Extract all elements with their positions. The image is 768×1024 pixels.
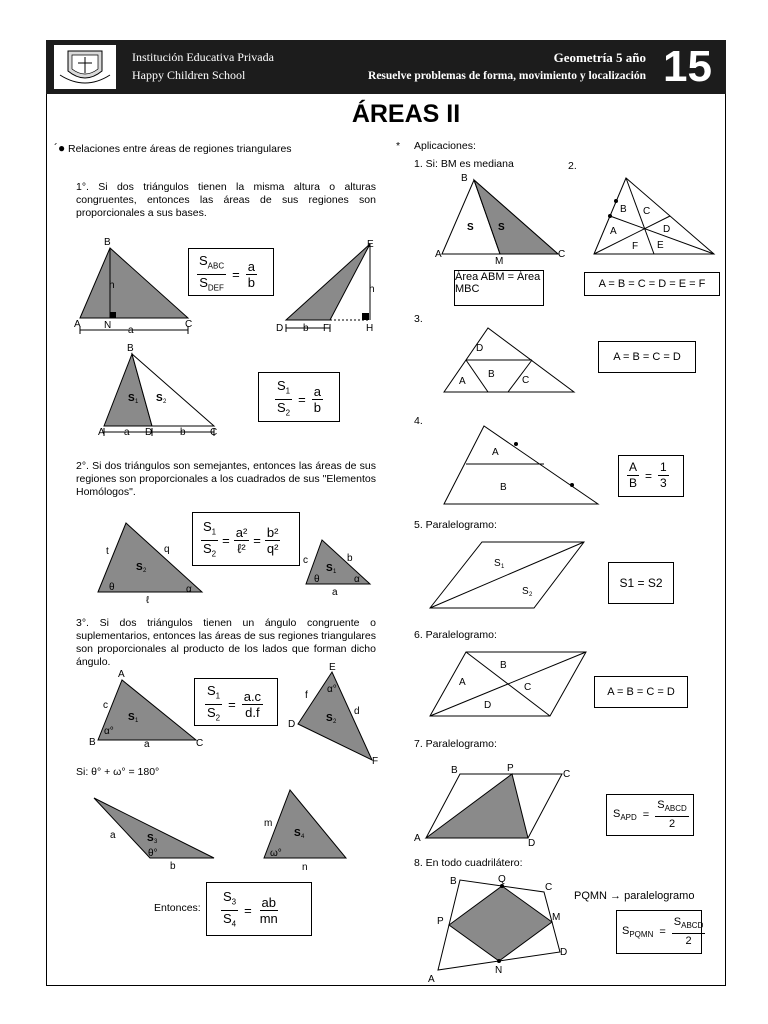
formula-box-3: $\frac{S_1}{S_2}$ = a² ℓ² = $\frac{\text{b²}}{\text{q²}}$ (192, 512, 300, 566)
svg-text:D: D (663, 224, 671, 235)
svg-text:2: 2 (333, 719, 337, 725)
svg-text:E: E (657, 240, 664, 251)
formula-box-4: $\frac{S_1}{S_2}$ = $\frac{a.c}{d.f}$ (194, 678, 278, 726)
svg-text:θ: θ (109, 582, 115, 593)
svg-text:2: 2 (529, 592, 533, 598)
svg-text:C: C (210, 427, 218, 438)
svg-text:E: E (367, 239, 374, 250)
svg-text:c: c (103, 700, 108, 711)
app-1-result-box: Área ABM = Área MBC (454, 270, 544, 306)
svg-text:1: 1 (135, 399, 139, 405)
svg-text:A: A (459, 376, 466, 387)
svg-text:B: B (500, 660, 507, 671)
formula-box-2: $\frac{S_1}{S_2}$ = $\frac{a}{b}$ (258, 372, 340, 422)
course-name: Geometría 5 año (553, 50, 646, 65)
svg-text:A: A (118, 669, 125, 680)
formula-box-5: $\frac{S_3}{S_4}$ = $\frac{ab}{mn}$ (206, 882, 312, 936)
app-7-result-box: $S_{APD}$ = $S_{ABCD}$ 2 (606, 794, 694, 836)
svg-text:a: a (110, 830, 116, 841)
svg-text:C: C (558, 249, 566, 260)
svg-text:C: C (185, 319, 193, 330)
app-4-label: 4. (414, 415, 423, 427)
svg-text:P: P (437, 916, 444, 927)
app-3-label: 3. (414, 313, 423, 325)
svg-text:b: b (180, 427, 186, 438)
svg-text:S: S (494, 558, 501, 569)
svg-text:α: α (354, 574, 360, 585)
svg-text:M: M (552, 912, 561, 923)
svg-text:α: α (186, 584, 192, 595)
svg-text:S: S (522, 586, 529, 597)
svg-text:S: S (156, 393, 163, 404)
svg-text:b: b (347, 553, 353, 564)
svg-text:S: S (128, 712, 135, 723)
svg-text:A: A (492, 447, 499, 458)
svg-text:q: q (164, 544, 170, 555)
svg-text:C: C (563, 769, 571, 780)
svg-text:2: 2 (163, 399, 167, 405)
svg-text:B: B (127, 343, 134, 354)
conclusion-label: Entonces: (154, 902, 201, 914)
svg-text:H: H (366, 323, 374, 334)
svg-text:a: a (128, 325, 134, 336)
applications-heading: Aplicaciones: (414, 140, 476, 152)
svg-text:E: E (329, 662, 336, 673)
app-8-label: 8. En todo cuadrilátero: (414, 857, 523, 869)
svg-text:F: F (632, 241, 639, 252)
svg-text:F: F (372, 756, 379, 767)
svg-text:B: B (451, 765, 458, 776)
svg-text:d: d (354, 706, 360, 717)
svg-text:1: 1 (333, 569, 337, 575)
svg-text:B: B (104, 237, 111, 248)
svg-text:2: 2 (143, 568, 147, 574)
page-number: 15 (663, 42, 712, 91)
svg-text:b: b (170, 861, 176, 872)
svg-text:B: B (488, 369, 495, 380)
svg-text:D: D (476, 343, 484, 354)
svg-text:D: D (276, 323, 284, 334)
svg-text:B: B (500, 482, 507, 493)
page-title: ÁREAS II (351, 100, 461, 128)
svg-text:α°: α° (104, 726, 114, 737)
svg-text:D: D (288, 719, 296, 730)
svg-text:a: a (332, 587, 338, 598)
app-2-label: 2. (568, 160, 577, 172)
svg-text:P: P (507, 763, 514, 774)
svg-text:A: A (74, 319, 81, 330)
app-5-label: 5. Paralelogramo: (414, 519, 497, 531)
svg-text:h: h (369, 284, 375, 295)
svg-text:t: t (106, 546, 109, 557)
svg-text:ω°: ω° (270, 848, 282, 859)
app-5-result-box: S1 = S2 (608, 562, 674, 604)
svg-text:θ°: θ° (148, 848, 158, 859)
app-8-result-box: $S_{PQMN}$ = $S_{ABCD}$ 2 (616, 910, 702, 954)
svg-text:h: h (109, 280, 115, 291)
svg-text:n: n (302, 862, 308, 873)
svg-text:θ: θ (314, 574, 320, 585)
svg-text:B: B (620, 204, 627, 215)
svg-text:A: A (610, 226, 617, 237)
svg-text:a: a (144, 739, 150, 750)
property-3-text: 3°. Si dos triángulos tienen un ángulo congruente o suplementarios, entonces las áreas de sus regiones triangulares son proporcionales al producto de los lados que forman dicho ángulo. (76, 617, 377, 668)
svg-text:B: B (450, 876, 457, 887)
svg-text:3: 3 (154, 839, 158, 845)
svg-text:S: S (147, 833, 154, 844)
svg-text:N: N (104, 320, 112, 331)
svg-text:N: N (495, 965, 503, 976)
svg-text:1: 1 (135, 718, 139, 724)
svg-text:B: B (461, 173, 468, 184)
app-8-statement: PQMN → paralelogramo (574, 890, 695, 902)
svg-text:S: S (294, 828, 301, 839)
property-2-text: 2°. Si dos triángulos son semejantes, entonces las áreas de sus regiones son proporcionales a los cuadrados de sus "Elementos Homólogos". (76, 460, 376, 498)
angle-condition: Si: θ° + ω° = 180° (76, 766, 160, 778)
app-4-result-box: $\frac{A}{B}$ = $\frac{1}{3}$ (618, 455, 684, 497)
svg-text:S: S (498, 222, 505, 233)
svg-text:A: A (414, 833, 421, 844)
svg-text:A: A (98, 427, 105, 438)
svg-text:C: C (522, 375, 530, 386)
app-1-label: 1. Si: BM es mediana (414, 158, 514, 170)
svg-text:S: S (136, 562, 143, 573)
svg-text:f: f (305, 690, 308, 701)
svg-text:α°: α° (327, 684, 337, 695)
svg-text:C: C (643, 206, 651, 217)
svg-text:C: C (524, 682, 532, 693)
app-2-result-box: A = B = C = D = E = F (584, 272, 720, 296)
school-name: Happy Children School (132, 68, 246, 82)
bullet-icon: ´● (54, 141, 66, 155)
svg-text:A: A (459, 677, 466, 688)
app-6-result-box: A = B = C = D (594, 676, 688, 708)
svg-text:c: c (303, 555, 308, 566)
svg-text:B: B (89, 737, 96, 748)
formula-box-1: $S_{ABC}$ $S_{DEF}$ = $\frac{a}{b}$ (188, 248, 274, 296)
topic-name: Resuelve problemas de forma, movimiento y localización (368, 70, 646, 82)
svg-text:m: m (264, 818, 273, 829)
app-6-label: 6. Paralelogramo: (414, 629, 497, 641)
app-3-result-box: A = B = C = D (598, 341, 696, 373)
svg-text:D: D (145, 427, 153, 438)
svg-text:b: b (303, 323, 309, 334)
svg-text:D: D (528, 838, 536, 849)
svg-text:4: 4 (301, 834, 305, 840)
svg-text:1: 1 (501, 564, 505, 570)
svg-text:M: M (495, 256, 504, 267)
svg-text:A: A (428, 974, 435, 985)
svg-text:C: C (196, 738, 204, 749)
section-heading: Relaciones entre áreas de regiones triangulares (68, 143, 292, 155)
svg-text:S: S (467, 222, 474, 233)
bullet-star-icon: * (396, 140, 401, 152)
svg-text:F: F (323, 323, 330, 334)
svg-text:D: D (484, 700, 492, 711)
svg-text:D: D (560, 947, 568, 958)
svg-text:a: a (124, 427, 130, 438)
svg-text:S: S (326, 563, 333, 574)
svg-text:Q: Q (498, 874, 506, 885)
property-1-text: 1°. Si dos triángulos tienen la misma altura o alturas congruentes, entonces las áreas de sus regiones son proporcionales a sus bases. (76, 181, 376, 219)
school-type: Institución Educativa Privada (132, 50, 274, 64)
app-7-label: 7. Paralelogramo: (414, 738, 497, 750)
svg-text:ℓ: ℓ (146, 595, 150, 606)
svg-text:S: S (128, 393, 135, 404)
svg-text:C: C (545, 882, 553, 893)
svg-text:S: S (326, 713, 333, 724)
svg-text:A: A (435, 249, 442, 260)
